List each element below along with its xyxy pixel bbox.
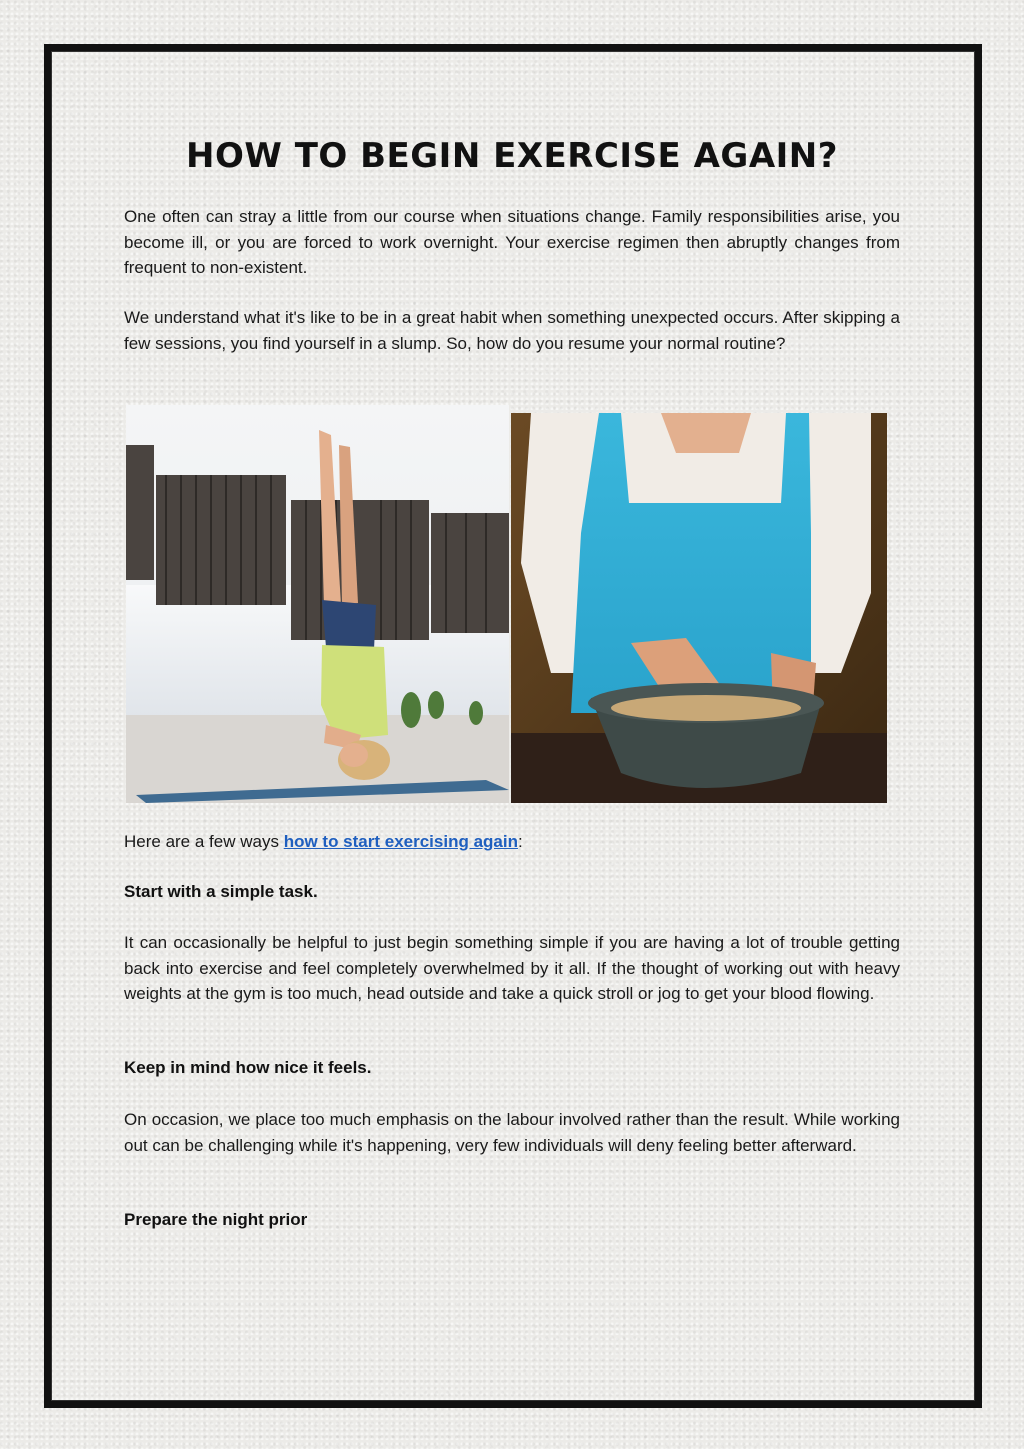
section-heading-prepare-night: Prepare the night prior — [124, 1210, 308, 1229]
section-body-how-nice: On occasion, we place too much emphasis on the labour involved rather than the result. While working out can be challenging while it's happening, very few individuals will deny feeling better afterward. — [124, 1110, 900, 1155]
intro-paragraph-1: One often can stray a little from our course when situations change. Family responsibilities arise, you become ill, or you are forced to work overnight. Your exercise regimen then abruptly changes from frequent to non-existent. — [124, 207, 900, 277]
intro-paragraph-2: We understand what it's like to be in a great habit when something unexpected occurs. After skipping a few sessions, you find yourself in a slump. So, how do you resume your normal routine? — [124, 308, 900, 353]
grain-bowl-photo — [511, 413, 887, 803]
ways-paragraph — [124, 829, 900, 855]
ways-suffix-text: : — [517, 832, 523, 851]
section-heading-how-nice: Keep in mind how nice it feels. — [124, 1058, 372, 1077]
ways-prefix-text: Here are a few ways — [124, 832, 284, 851]
section-body-simple-task: It can occasionally be helpful to just begin something simple if you are having a lot of trouble getting back into exercise and feel completely overwhelmed by it all. If the thought of working out with heavy weights at the gym is too much, head outside and take a quick stroll or jog to get your blood flowing. — [124, 933, 900, 1003]
section-heading-simple-task: Start with a simple task. — [124, 882, 318, 901]
page-title: HOW TO BEGIN EXERCISE AGAIN? — [186, 136, 838, 176]
start-exercising-link[interactable]: how to start exercising again — [283, 832, 518, 851]
headstand-photo — [126, 405, 509, 803]
